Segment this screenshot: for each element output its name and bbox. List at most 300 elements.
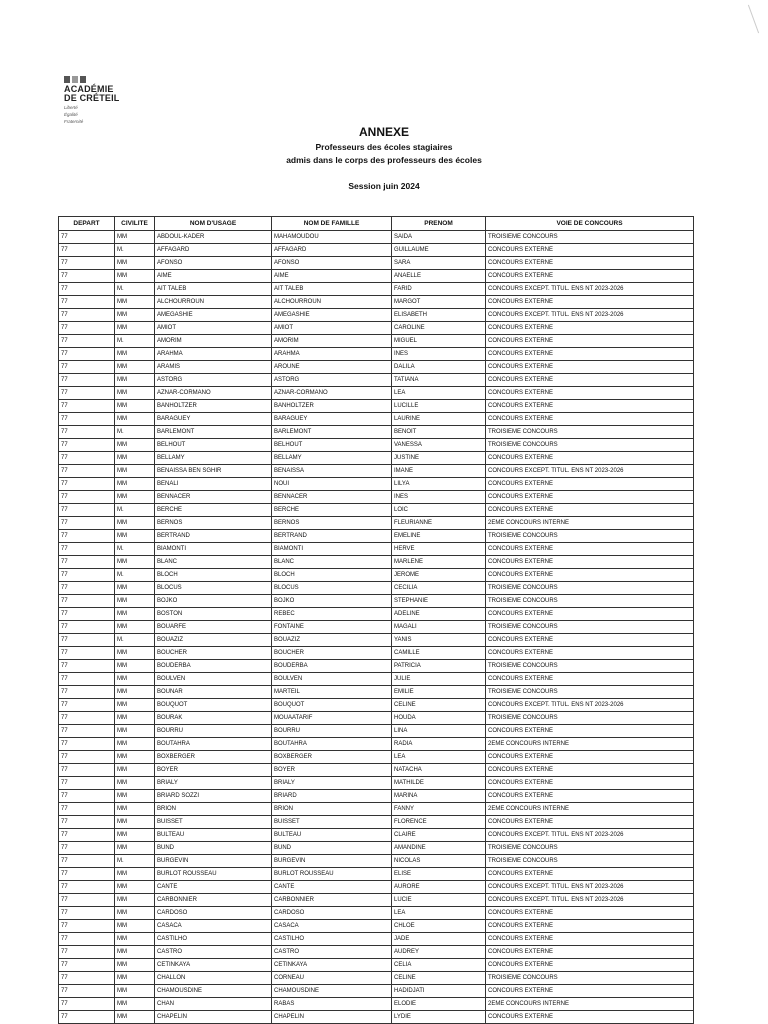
cell-prenom: ANAELLE bbox=[392, 270, 486, 283]
cell-nom-usage: ALCHOURROUN bbox=[155, 296, 272, 309]
cell-nom-usage: AIT TALEB bbox=[155, 283, 272, 296]
cell-nom-usage: BLOCUS bbox=[155, 582, 272, 595]
cell-civilite: MM bbox=[115, 712, 155, 725]
cell-nom-famille: BURGEVIN bbox=[272, 855, 392, 868]
cell-civilite: MM bbox=[115, 621, 155, 634]
cell-prenom: FANNY bbox=[392, 803, 486, 816]
cell-civilite: MM bbox=[115, 517, 155, 530]
cell-nom-usage: BERCHE bbox=[155, 504, 272, 517]
table-row bbox=[59, 868, 694, 881]
table-row bbox=[59, 543, 694, 556]
cell-prenom: AMANDINE bbox=[392, 842, 486, 855]
cell-prenom: JADE bbox=[392, 933, 486, 946]
cell-nom-usage: BELHOUT bbox=[155, 439, 272, 452]
cell-nom-usage: BRIALY bbox=[155, 777, 272, 790]
cell-voie-concours: CONCOURS EXTERNE bbox=[486, 244, 694, 257]
cell-civilite: MM bbox=[115, 881, 155, 894]
cell-nom-usage: BOULVEN bbox=[155, 673, 272, 686]
cell-civilite: MM bbox=[115, 309, 155, 322]
cell-voie-concours: TROISIEME CONCOURS bbox=[486, 530, 694, 543]
cell-civilite: MM bbox=[115, 946, 155, 959]
table-row bbox=[59, 985, 694, 998]
cell-prenom: ELISABETH bbox=[392, 309, 486, 322]
cell-civilite: MM bbox=[115, 686, 155, 699]
cell-prenom: HADIDJATI bbox=[392, 985, 486, 998]
cell-depart: 77 bbox=[59, 985, 115, 998]
cell-voie-concours: TROISIEME CONCOURS bbox=[486, 426, 694, 439]
cell-civilite: M. bbox=[115, 569, 155, 582]
table-row bbox=[59, 777, 694, 790]
cell-civilite: MM bbox=[115, 322, 155, 335]
cell-nom-famille: BELHOUT bbox=[272, 439, 392, 452]
cell-prenom: AURORE bbox=[392, 881, 486, 894]
cell-voie-concours: CONCOURS EXTERNE bbox=[486, 491, 694, 504]
cell-nom-usage: BELLAMY bbox=[155, 452, 272, 465]
table-row bbox=[59, 257, 694, 270]
cell-prenom: LILYA bbox=[392, 478, 486, 491]
column-header-depart: DEPART bbox=[59, 217, 115, 231]
cell-depart: 77 bbox=[59, 530, 115, 543]
cell-voie-concours: CONCOURS EXTERNE bbox=[486, 790, 694, 803]
cell-depart: 77 bbox=[59, 998, 115, 1011]
cell-prenom: LEA bbox=[392, 751, 486, 764]
cell-prenom: MARLENE bbox=[392, 556, 486, 569]
cell-voie-concours: CONCOURS EXTERNE bbox=[486, 933, 694, 946]
document-title: ANNEXE bbox=[358, 125, 409, 139]
cell-voie-concours: CONCOURS EXTERNE bbox=[486, 647, 694, 660]
cell-nom-famille: FONTAINE bbox=[272, 621, 392, 634]
cell-voie-concours: CONCOURS EXTERNE bbox=[486, 296, 694, 309]
cell-prenom: CELIA bbox=[392, 959, 486, 972]
table-row bbox=[59, 842, 694, 855]
cell-civilite: MM bbox=[115, 439, 155, 452]
cell-nom-famille: BURLOT ROUSSEAU bbox=[272, 868, 392, 881]
cell-nom-usage: BOUARFE bbox=[155, 621, 272, 634]
cell-nom-usage: AMIOT bbox=[155, 322, 272, 335]
cell-prenom: FLEURIANNE bbox=[392, 517, 486, 530]
cell-nom-famille: AMIOT bbox=[272, 322, 392, 335]
cell-nom-famille: AIME bbox=[272, 270, 392, 283]
cell-civilite: MM bbox=[115, 374, 155, 387]
cell-voie-concours: CONCOURS EXTERNE bbox=[486, 608, 694, 621]
table-row bbox=[59, 790, 694, 803]
cell-depart: 77 bbox=[59, 634, 115, 647]
cell-nom-famille: AFFAGARD bbox=[272, 244, 392, 257]
cell-civilite: MM bbox=[115, 673, 155, 686]
cell-voie-concours: CONCOURS EXTERNE bbox=[486, 907, 694, 920]
cell-nom-famille: CARBONNIER bbox=[272, 894, 392, 907]
cell-prenom: EMILIE bbox=[392, 686, 486, 699]
cell-nom-famille: BLANC bbox=[272, 556, 392, 569]
cell-prenom: DALILA bbox=[392, 361, 486, 374]
table-row bbox=[59, 530, 694, 543]
table-row bbox=[59, 855, 694, 868]
cell-voie-concours: TROISIEME CONCOURS bbox=[486, 582, 694, 595]
cell-voie-concours: CONCOURS EXTERNE bbox=[486, 673, 694, 686]
cell-prenom: PATRICIA bbox=[392, 660, 486, 673]
cell-voie-concours: CONCOURS EXTERNE bbox=[486, 946, 694, 959]
cell-voie-concours: CONCOURS EXTERNE bbox=[486, 387, 694, 400]
table-row bbox=[59, 517, 694, 530]
cell-depart: 77 bbox=[59, 699, 115, 712]
cell-nom-famille: AIT TALEB bbox=[272, 283, 392, 296]
cell-nom-usage: CARDOSO bbox=[155, 907, 272, 920]
logo-name-line1: ACADÉMIE bbox=[64, 84, 114, 94]
cell-depart: 77 bbox=[59, 920, 115, 933]
cell-depart: 77 bbox=[59, 777, 115, 790]
cell-nom-usage: ARAMIS bbox=[155, 361, 272, 374]
table-row bbox=[59, 946, 694, 959]
cell-depart: 77 bbox=[59, 491, 115, 504]
table-row bbox=[59, 725, 694, 738]
table-row bbox=[59, 361, 694, 374]
cell-prenom: LUCILLE bbox=[392, 400, 486, 413]
laureates-table bbox=[58, 216, 694, 1024]
cell-civilite: MM bbox=[115, 972, 155, 985]
cell-depart: 77 bbox=[59, 933, 115, 946]
cell-nom-famille: BANHOLTZER bbox=[272, 400, 392, 413]
cell-civilite: MM bbox=[115, 764, 155, 777]
cell-voie-concours: CONCOURS EXTERNE bbox=[486, 764, 694, 777]
cell-depart: 77 bbox=[59, 868, 115, 881]
table-row bbox=[59, 647, 694, 660]
cell-nom-usage: CETINKAYA bbox=[155, 959, 272, 972]
cell-voie-concours: CONCOURS EXTERNE bbox=[486, 959, 694, 972]
cell-nom-famille: BOUDERBA bbox=[272, 660, 392, 673]
column-header-nom-usage: NOM D'USAGE bbox=[155, 217, 272, 231]
cell-civilite: MM bbox=[115, 270, 155, 283]
cell-voie-concours: TROISIEME CONCOURS bbox=[486, 855, 694, 868]
cell-depart: 77 bbox=[59, 855, 115, 868]
cell-voie-concours: TROISIEME CONCOURS bbox=[486, 842, 694, 855]
cell-nom-usage: BRIARD SOZZI bbox=[155, 790, 272, 803]
cell-nom-usage: BOUDERBA bbox=[155, 660, 272, 673]
cell-voie-concours: CONCOURS EXTERNE bbox=[486, 569, 694, 582]
cell-nom-famille: CARDOSO bbox=[272, 907, 392, 920]
cell-nom-usage: CHAPELIN bbox=[155, 1011, 272, 1024]
cell-prenom: CECILIA bbox=[392, 582, 486, 595]
cell-depart: 77 bbox=[59, 296, 115, 309]
table-row bbox=[59, 972, 694, 985]
cell-nom-usage: CANTE bbox=[155, 881, 272, 894]
cell-civilite: M. bbox=[115, 855, 155, 868]
table-row bbox=[59, 231, 694, 244]
document-subtitle-1: Professeurs des écoles stagiaires bbox=[315, 142, 453, 152]
cell-depart: 77 bbox=[59, 569, 115, 582]
table-header-row bbox=[59, 217, 694, 231]
cell-depart: 77 bbox=[59, 582, 115, 595]
cell-voie-concours: TROISIEME CONCOURS bbox=[486, 972, 694, 985]
cell-nom-famille: AROUNE bbox=[272, 361, 392, 374]
column-header-nom-famille: NOM DE FAMILLE bbox=[272, 217, 392, 231]
cell-nom-famille: BARAGUEY bbox=[272, 413, 392, 426]
cell-nom-usage: BOUCHER bbox=[155, 647, 272, 660]
cell-prenom: JUSTINE bbox=[392, 452, 486, 465]
cell-depart: 77 bbox=[59, 660, 115, 673]
cell-voie-concours: CONCOURS EXTERNE bbox=[486, 257, 694, 270]
cell-prenom: FLORENCE bbox=[392, 816, 486, 829]
cell-civilite: M. bbox=[115, 634, 155, 647]
table-row bbox=[59, 283, 694, 296]
cell-depart: 77 bbox=[59, 972, 115, 985]
cell-nom-usage: BOURRU bbox=[155, 725, 272, 738]
cell-depart: 77 bbox=[59, 231, 115, 244]
logo-name-line2: DE CRÉTEIL bbox=[64, 93, 120, 103]
cell-depart: 77 bbox=[59, 946, 115, 959]
cell-voie-concours: CONCOURS EXTERNE bbox=[486, 400, 694, 413]
logo-motto-line2: Égalité bbox=[64, 112, 78, 117]
cell-civilite: MM bbox=[115, 777, 155, 790]
cell-depart: 77 bbox=[59, 842, 115, 855]
cell-nom-famille: BOUCHER bbox=[272, 647, 392, 660]
cell-voie-concours: TROISIEME CONCOURS bbox=[486, 621, 694, 634]
cell-nom-famille: BOULVEN bbox=[272, 673, 392, 686]
logo-motto-line1: Liberté bbox=[64, 105, 78, 110]
table-row bbox=[59, 309, 694, 322]
cell-voie-concours: TROISIEME CONCOURS bbox=[486, 660, 694, 673]
column-header-prenom: PRENOM bbox=[392, 217, 486, 231]
table-row bbox=[59, 270, 694, 283]
cell-prenom: CELINE bbox=[392, 972, 486, 985]
table-row bbox=[59, 933, 694, 946]
cell-prenom: YANIS bbox=[392, 634, 486, 647]
cell-depart: 77 bbox=[59, 881, 115, 894]
cell-nom-usage: CASACA bbox=[155, 920, 272, 933]
cell-depart: 77 bbox=[59, 452, 115, 465]
cell-nom-famille: BENNACER bbox=[272, 491, 392, 504]
cell-depart: 77 bbox=[59, 283, 115, 296]
table-row bbox=[59, 244, 694, 257]
cell-depart: 77 bbox=[59, 322, 115, 335]
cell-nom-famille: CASACA bbox=[272, 920, 392, 933]
cell-nom-usage: CASTILHO bbox=[155, 933, 272, 946]
cell-prenom: LINA bbox=[392, 725, 486, 738]
table-row bbox=[59, 803, 694, 816]
cell-voie-concours: TROISIEME CONCOURS bbox=[486, 231, 694, 244]
cell-nom-usage: BRION bbox=[155, 803, 272, 816]
cell-prenom: SAIDA bbox=[392, 231, 486, 244]
cell-nom-usage: BLOCH bbox=[155, 569, 272, 582]
cell-nom-famille: CHAMOUSDINE bbox=[272, 985, 392, 998]
cell-nom-usage: BOYER bbox=[155, 764, 272, 777]
cell-prenom: MIGUEL bbox=[392, 335, 486, 348]
table-row bbox=[59, 322, 694, 335]
cell-nom-famille: CETINKAYA bbox=[272, 959, 392, 972]
cell-voie-concours: CONCOURS EXTERNE bbox=[486, 985, 694, 998]
cell-depart: 77 bbox=[59, 712, 115, 725]
cell-nom-usage: BENNACER bbox=[155, 491, 272, 504]
cell-nom-usage: BOJKO bbox=[155, 595, 272, 608]
cell-prenom: AUDREY bbox=[392, 946, 486, 959]
table-row bbox=[59, 478, 694, 491]
table-row bbox=[59, 582, 694, 595]
cell-depart: 77 bbox=[59, 478, 115, 491]
cell-depart: 77 bbox=[59, 413, 115, 426]
cell-voie-concours: CONCOURS EXTERNE bbox=[486, 777, 694, 790]
cell-depart: 77 bbox=[59, 686, 115, 699]
cell-nom-usage: BENAISSA BEN SGHIR bbox=[155, 465, 272, 478]
cell-civilite: MM bbox=[115, 257, 155, 270]
cell-prenom: TATIANA bbox=[392, 374, 486, 387]
cell-prenom: VANESSA bbox=[392, 439, 486, 452]
table-row bbox=[59, 660, 694, 673]
cell-nom-usage: BUND bbox=[155, 842, 272, 855]
cell-nom-famille: REBEC bbox=[272, 608, 392, 621]
cell-civilite: MM bbox=[115, 660, 155, 673]
cell-voie-concours: CONCOURS EXCEPT. TITUL. ENS NT 2023-2026 bbox=[486, 894, 694, 907]
table-row bbox=[59, 673, 694, 686]
table-row bbox=[59, 894, 694, 907]
cell-nom-usage: BURLOT ROUSSEAU bbox=[155, 868, 272, 881]
cell-nom-famille: BLOCUS bbox=[272, 582, 392, 595]
cell-depart: 77 bbox=[59, 517, 115, 530]
cell-civilite: MM bbox=[115, 530, 155, 543]
table-row bbox=[59, 504, 694, 517]
cell-nom-famille: BOJKO bbox=[272, 595, 392, 608]
cell-civilite: M. bbox=[115, 543, 155, 556]
cell-civilite: MM bbox=[115, 803, 155, 816]
cell-voie-concours: CONCOURS EXTERNE bbox=[486, 816, 694, 829]
cell-nom-usage: CHAMOUSDINE bbox=[155, 985, 272, 998]
cell-nom-famille: BOYER bbox=[272, 764, 392, 777]
cell-nom-usage: BANHOLTZER bbox=[155, 400, 272, 413]
cell-prenom: LUCIE bbox=[392, 894, 486, 907]
cell-nom-famille: BENAISSA bbox=[272, 465, 392, 478]
cell-depart: 77 bbox=[59, 309, 115, 322]
cell-prenom: EMELINE bbox=[392, 530, 486, 543]
cell-prenom: ELISE bbox=[392, 868, 486, 881]
cell-voie-concours: CONCOURS EXTERNE bbox=[486, 1011, 694, 1024]
cell-nom-famille: BRIALY bbox=[272, 777, 392, 790]
cell-prenom: FARID bbox=[392, 283, 486, 296]
cell-nom-usage: CASTRO bbox=[155, 946, 272, 959]
cell-voie-concours: CONCOURS EXTERNE bbox=[486, 751, 694, 764]
cell-nom-usage: AMORIM bbox=[155, 335, 272, 348]
cell-voie-concours: CONCOURS EXCEPT. TITUL. ENS NT 2023-2026 bbox=[486, 829, 694, 842]
cell-depart: 77 bbox=[59, 257, 115, 270]
cell-depart: 77 bbox=[59, 556, 115, 569]
cell-voie-concours: CONCOURS EXTERNE bbox=[486, 335, 694, 348]
cell-nom-usage: BOXBERGER bbox=[155, 751, 272, 764]
cell-voie-concours: CONCOURS EXTERNE bbox=[486, 452, 694, 465]
cell-prenom: HERVE bbox=[392, 543, 486, 556]
cell-voie-concours: 2EME CONCOURS INTERNE bbox=[486, 803, 694, 816]
cell-voie-concours: CONCOURS EXTERNE bbox=[486, 868, 694, 881]
cell-civilite: MM bbox=[115, 361, 155, 374]
marianne-icon bbox=[64, 76, 154, 83]
cell-nom-famille: BOUQUOT bbox=[272, 699, 392, 712]
cell-depart: 77 bbox=[59, 348, 115, 361]
cell-nom-famille: BARLEMONT bbox=[272, 426, 392, 439]
cell-prenom: CLAIRE bbox=[392, 829, 486, 842]
cell-civilite: MM bbox=[115, 816, 155, 829]
cell-civilite: MM bbox=[115, 933, 155, 946]
table-row bbox=[59, 413, 694, 426]
table-row bbox=[59, 465, 694, 478]
cell-nom-usage: ARAHMA bbox=[155, 348, 272, 361]
cell-depart: 77 bbox=[59, 725, 115, 738]
table-row bbox=[59, 634, 694, 647]
cell-nom-usage: AFONSO bbox=[155, 257, 272, 270]
cell-depart: 77 bbox=[59, 400, 115, 413]
cell-civilite: MM bbox=[115, 894, 155, 907]
table-row bbox=[59, 881, 694, 894]
cell-civilite: MM bbox=[115, 595, 155, 608]
cell-nom-famille: BOUAZIZ bbox=[272, 634, 392, 647]
cell-nom-usage: CARBONNIER bbox=[155, 894, 272, 907]
cell-prenom: JULIE bbox=[392, 673, 486, 686]
cell-civilite: MM bbox=[115, 387, 155, 400]
cell-nom-usage: AFFAGARD bbox=[155, 244, 272, 257]
cell-depart: 77 bbox=[59, 803, 115, 816]
table-row bbox=[59, 387, 694, 400]
cell-nom-usage: BERNOS bbox=[155, 517, 272, 530]
cell-nom-famille: BOUTAHRA bbox=[272, 738, 392, 751]
cell-voie-concours: TROISIEME CONCOURS bbox=[486, 712, 694, 725]
column-header-voie-concours: VOIE DE CONCOURS bbox=[486, 217, 694, 231]
cell-civilite: MM bbox=[115, 556, 155, 569]
cell-voie-concours: 2EME CONCOURS INTERNE bbox=[486, 738, 694, 751]
table-row bbox=[59, 608, 694, 621]
cell-nom-famille: BUND bbox=[272, 842, 392, 855]
table-row bbox=[59, 907, 694, 920]
cell-civilite: MM bbox=[115, 725, 155, 738]
cell-prenom: MARGOT bbox=[392, 296, 486, 309]
cell-nom-usage: CHAN bbox=[155, 998, 272, 1011]
cell-civilite: MM bbox=[115, 1011, 155, 1024]
cell-prenom: RADIA bbox=[392, 738, 486, 751]
table-row bbox=[59, 374, 694, 387]
table-row bbox=[59, 595, 694, 608]
cell-nom-famille: BULTEAU bbox=[272, 829, 392, 842]
cell-civilite: MM bbox=[115, 400, 155, 413]
cell-civilite: MM bbox=[115, 582, 155, 595]
cell-voie-concours: CONCOURS EXTERNE bbox=[486, 322, 694, 335]
cell-voie-concours: CONCOURS EXTERNE bbox=[486, 478, 694, 491]
cell-voie-concours: TROISIEME CONCOURS bbox=[486, 439, 694, 452]
cell-nom-usage: ASTORG bbox=[155, 374, 272, 387]
cell-nom-famille: MAHAMOUDOU bbox=[272, 231, 392, 244]
cell-prenom: INES bbox=[392, 491, 486, 504]
cell-prenom: JEROME bbox=[392, 569, 486, 582]
cell-prenom: CAMILLE bbox=[392, 647, 486, 660]
cell-prenom: STEPHANIE bbox=[392, 595, 486, 608]
cell-prenom: CHLOE bbox=[392, 920, 486, 933]
cell-civilite: MM bbox=[115, 751, 155, 764]
cell-prenom: INES bbox=[392, 348, 486, 361]
cell-nom-usage: ABDOUL-KADER bbox=[155, 231, 272, 244]
table-row bbox=[59, 816, 694, 829]
cell-civilite: MM bbox=[115, 491, 155, 504]
table-row bbox=[59, 556, 694, 569]
table-row bbox=[59, 1011, 694, 1024]
cell-depart: 77 bbox=[59, 504, 115, 517]
cell-depart: 77 bbox=[59, 543, 115, 556]
cell-voie-concours: TROISIEME CONCOURS bbox=[486, 686, 694, 699]
table-row bbox=[59, 452, 694, 465]
cell-nom-usage: BUISSET bbox=[155, 816, 272, 829]
table-row bbox=[59, 296, 694, 309]
cell-civilite: MM bbox=[115, 738, 155, 751]
cell-civilite: MM bbox=[115, 959, 155, 972]
cell-civilite: MM bbox=[115, 296, 155, 309]
cell-nom-famille: BOXBERGER bbox=[272, 751, 392, 764]
cell-civilite: MM bbox=[115, 868, 155, 881]
cell-prenom: MATHILDE bbox=[392, 777, 486, 790]
cell-prenom: GUILLAUME bbox=[392, 244, 486, 257]
cell-depart: 77 bbox=[59, 894, 115, 907]
cell-prenom: LEA bbox=[392, 387, 486, 400]
